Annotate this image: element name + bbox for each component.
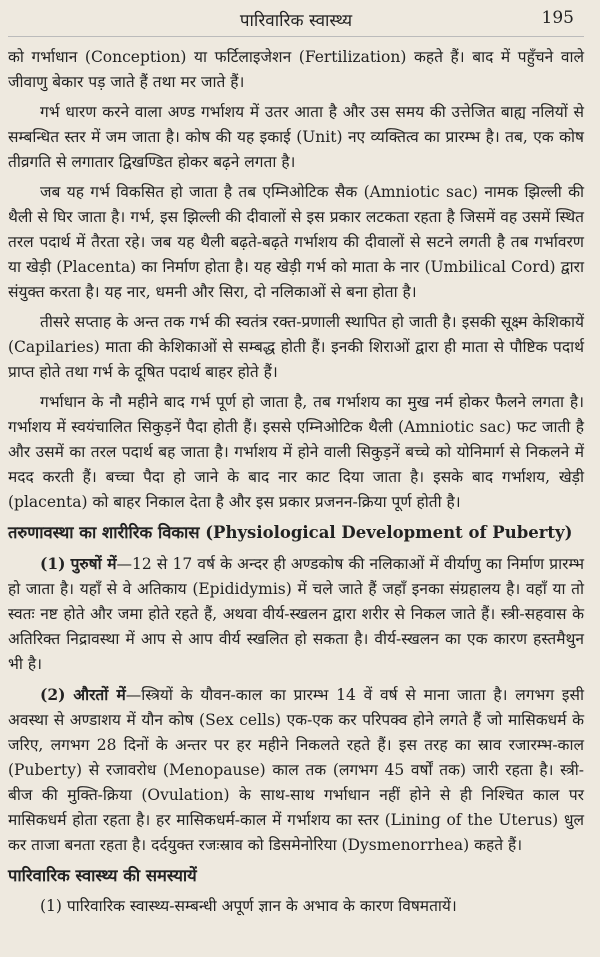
paragraph-birth: गर्भाधान के नौ महीने बाद गर्भ पूर्ण हो जाता है, तब गर्भाशय का मुख नर्म होकर फैलने लगता है। गर्भाशय में स्वयंचालित सिकुड़नें पैदा होती हैं। इससे एम्निओटिक थैली (Amniotic sac) फट जाती है और उसमें का तरल पदार्थ बह जाता है। गर्भाशय में होने वाली सिकुड़नें बच्चे को योनिमार्ग से निकलने में मदद करती हैं। बच्चा पैदा हो जाने के बाद नार काट दिया जाता है। इसके बाद गर्भाशय, खेड़ी (placenta) को बाहर निकाल देता है और इस प्रकार प्रजनन-क्रिया पूर्ण होती है। [8, 393, 584, 511]
item-number: (2) [40, 685, 66, 704]
section-heading-family-health-problems: पारिवारिक स्वास्थ्य की समस्यायें [8, 866, 197, 885]
list-item: (1) पारिवारिक स्वास्थ्य-सम्बन्धी अपूर्ण ज्ञान के अभाव के कारण विषमतायें। [40, 897, 457, 915]
paragraph-blood-circulation: तीसरे सप्ताह के अन्त तक गर्भ की स्वतंत्र रक्त-प्रणाली स्थापित हो जाती है। इसकी सूक्ष्म केशिकायें (Capilaries) माता की केशिकाओं से सम्बद्ध होती हैं। इनकी शिराओं द्वारा ही माता से पौष्टिक पदार्थ प्राप्त होते तथा गर्भ के दूषित पदार्थ बाहर होते हैं। [8, 313, 584, 381]
male-text: —12 से 17 वर्ष के अन्दर ही अण्डकोष की नलिकाओं में वीर्याणु का निर्माण प्रारम्भ हो जाता है। यहाँ से वे अतिकाय (Epididymis) में चले जाते हैं जहाँ इनका संग्रहालय है। वहाँ या तो स्वतः नष्ट होते और जमा होते रहते हैं, अथवा वीर्य-स्खलन द्वारा शरीर से निकल जाते हैं। स्त्री-सहवास के अतिरिक्त निद्रावस्था में आप से आप वीर्य स्खलित हो सकता है। वीर्य-स्खलन का एक कारण हस्तमैथुन भी है। [8, 555, 584, 673]
male-lead: पुरुषों में [70, 554, 117, 573]
item-number: (1) [40, 554, 66, 573]
female-text: —स्त्रियों के यौवन-काल का प्रारम्भ 14 वें वर्ष से माना जाता है। लगभग इसी अवस्था से अण्डाशय में यौन कोष (Sex cells) एक-एक कर परिपक्व होने लगते हैं जो मासिकधर्म के जरिए, लगभग 28 दिनों के अन्तर पर हर महीने निकलते रहते हैं। इस तरह का स्राव रजारम्भ-काल (Puberty) से रजावरोध (Menopause) काल तक (लगभग 45 वर्षों तक) जारी रहता है। स्त्री-बीज की मुक्ति-क्रिया (Ovulation) के साथ-साथ गर्भाधान नहीं होने से ही निश्चित काल पर मासिकधर्म होता रहता है। हर मासिकधर्म-काल में गर्भाशय का स्तर (Lining of the Uterus) धुल कर ताजा बनता रहता है। दर्दयुक्त रजःस्राव को डिसमेनोरिया (Dysmenorrhea) कहते हैं। [8, 686, 584, 854]
paragraph-male-puberty [8, 551, 584, 677]
page-number: 195 [541, 8, 574, 28]
page-header [8, 6, 584, 37]
paragraph-amniotic-sac: जब यह गर्भ विकसित हो जाता है तब एम्निओटिक सैक (Amniotic sac) नामक झिल्ली की थैली से घिर जाता है। गर्भ, इस झिल्ली की दीवालों से इस प्रकार लटकता रहता है जिसमें वह उसमें स्थित तरल पदार्थ में तैरता रहे। जब यह थैली बढ़ते-बढ़ते गर्भाशय की दीवालों से सटने लगती है तब गर्भावरण या खेड़ी (Placenta) का निर्माण होता है। यह खेड़ी गर्भ को माता के नार (Umbilical Cord) द्वारा संयुक्त करता है। यह नार, धमनी और सिरा, दो नलिकाओं से बना होता है। [8, 183, 584, 301]
paragraph-conception: को गर्भाधान (Conception) या फर्टिलाइजेशन (Fertilization) कहते हैं। बाद में पहुँचने वाले जीवाणु बेकार पड़ जाते हैं तथा मर जाते हैं। [8, 48, 584, 91]
section-heading-puberty: तरुणावस्था का शारीरिक विकास (Physiological Development of Puberty) [8, 523, 573, 542]
running-title: पारिवारिक स्वास्थ्य [239, 11, 353, 31]
paragraph-implantation: गर्भ धारण करने वाला अण्ड गर्भाशय में उतर आता है और उस समय की उत्तेजित बाह्य नलियों से सम्बन्धित स्तर में जम जाता है। कोष की यह इकाई (Unit) नए व्यक्तित्व का प्रारम्भ है। तब, एक कोष तीव्रगति से लगातार द्विखण्डित होकर बढ़ने लगता है। [8, 103, 584, 171]
female-lead: औरतों में [73, 685, 126, 704]
paragraph-female-puberty [8, 682, 584, 858]
page-content [8, 37, 584, 918]
